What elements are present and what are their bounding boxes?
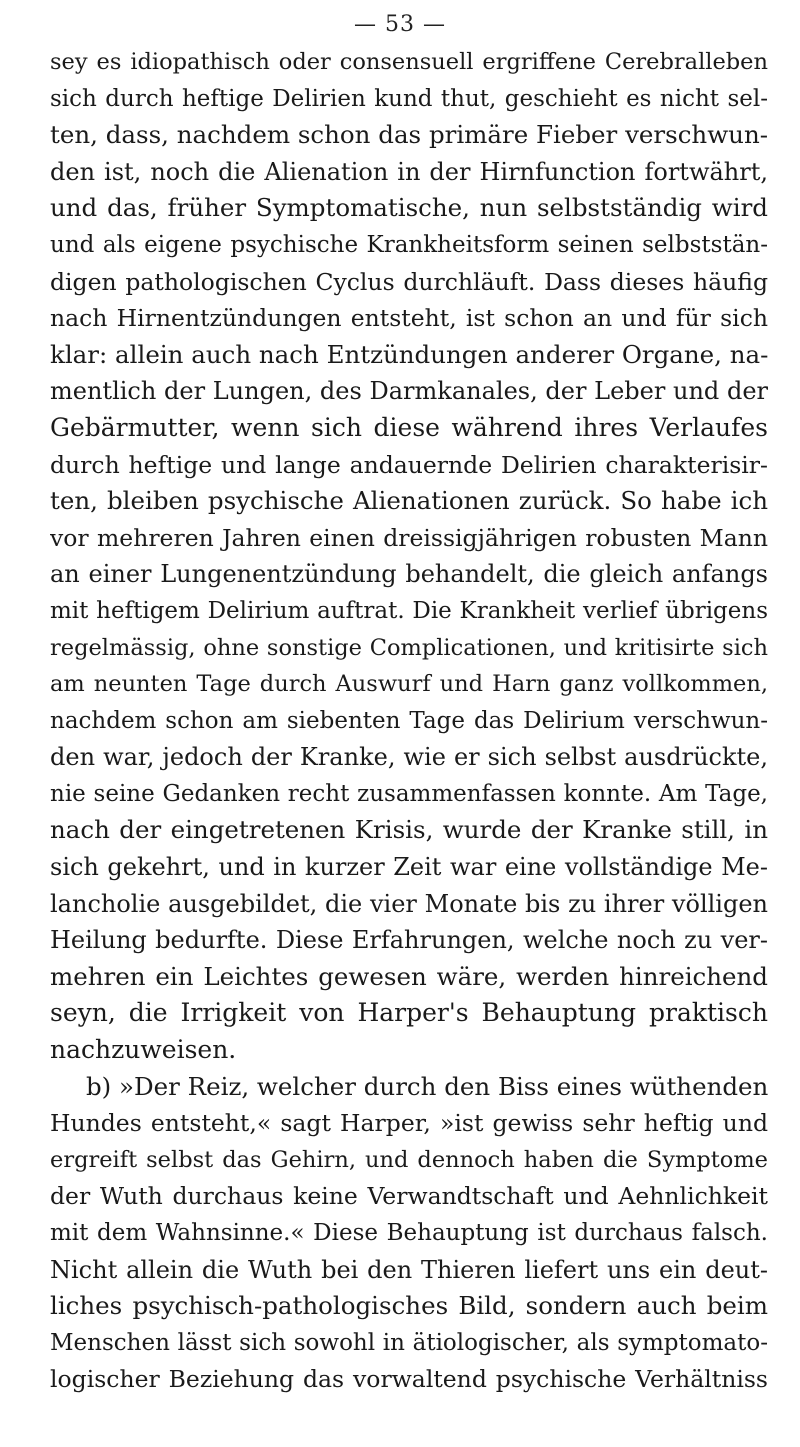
text-line: der Wuth durchaus keine Verwandtschaft und Aehnlichkeit <box>50 1182 768 1211</box>
text-line: und als eigene psychische Krankheitsform seinen selbststän- <box>50 231 768 258</box>
page-number: — 53 — <box>354 12 446 37</box>
text-line: sich gekehrt, und in kurzer Zeit war eine vollständige Me- <box>50 853 768 882</box>
text-line: ten, bleiben psychische Alienationen zurück. So habe ich <box>50 486 768 516</box>
text-line: ten, dass, nachdem schon das primäre Fieber verschwun- <box>50 120 768 150</box>
text-line: nie seine Gedanken recht zusammenfassen konnte. Am Tage, <box>50 780 768 807</box>
text-line: an einer Lungenentzündung behandelt, die gleich anfangs <box>50 560 768 589</box>
text-line: Gebärmutter, wenn sich diese während ihres Verlaufes <box>50 412 768 442</box>
text-line: logischer Beziehung das vorwaltend psychische Verhältniss <box>50 1365 768 1394</box>
text-line: Hundes entsteht,« sagt Harper, »ist gewiss sehr heftig und <box>50 1109 768 1138</box>
text-line: Menschen lässt sich sowohl in ätiologischer, als symptomato- <box>50 1329 768 1356</box>
text-line: liches psychisch-pathologisches Bild, sondern auch beim <box>50 1291 768 1321</box>
text-line: mit heftigem Delirium auftrat. Die Krankheit verlief übrigens <box>50 597 768 624</box>
text-line: nachdem schon am siebenten Tage das Delirium verschwun- <box>50 707 768 734</box>
body-text <box>50 44 768 1398</box>
text-line: nachzuweisen. <box>50 1035 237 1065</box>
text-line: mentlich der Lungen, des Darmkanales, der Leber und der <box>50 377 768 406</box>
text-line: seyn, die Irrigkeit von Harper's Behauptung praktisch <box>50 998 768 1028</box>
text-line: vor mehreren Jahren einen dreissigjährigen robusten Mann <box>50 523 768 552</box>
text-line: und das, früher Symptomatische, nun selbstständig wird <box>50 193 768 223</box>
text-line: mehren ein Leichtes gewesen wäre, werden hinreichend <box>50 961 768 991</box>
text-line: regelmässig, ohne sonstige Complicationen, und kritisirte sich <box>50 634 768 661</box>
text-line: digen pathologischen Cyclus durchläuft. Dass dieses häufig <box>50 267 768 296</box>
text-line: den ist, noch die Alienation in der Hirnfunction fortwährt, <box>50 157 768 186</box>
text-line: sich durch heftige Delirien kund thut, geschieht es nicht sel- <box>50 85 768 112</box>
text-line: ergreift selbst das Gehirn, und dennoch haben die Symptome <box>50 1146 768 1173</box>
text-line: sey es idiopathisch oder consensuell ergriffene Cerebralleben <box>50 49 768 75</box>
text-line: nach Hirnentzündungen entsteht, ist schon an und für sich <box>50 304 768 333</box>
text-line: den war, jedoch der Kranke, wie er sich selbst ausdrückte, <box>50 743 768 772</box>
text-line: Heilung bedurfte. Diese Erfahrungen, welche noch zu ver- <box>50 926 768 955</box>
text-line: am neunten Tage durch Auswurf und Harn ganz vollkommen, <box>50 671 768 698</box>
text-line: klar: allein auch nach Entzündungen anderer Organe, na- <box>50 339 768 369</box>
text-line: durch heftige und lange andauernde Delirien charakterisir- <box>50 450 768 479</box>
text-line: lancholie ausgebildet, die vier Monate bis zu ihrer völligen <box>50 889 768 918</box>
text-line: Nicht allein die Wuth bei den Thieren liefert uns ein deut- <box>50 1255 768 1284</box>
text-line: b) »Der Reiz, welcher durch den Biss eines wüthenden <box>86 1071 768 1101</box>
text-line: mit dem Wahnsinne.« Diese Behauptung ist durchaus falsch. <box>50 1220 768 1246</box>
text-line: nach der eingetretenen Krisis, wurde der Kranke still, in <box>50 815 768 845</box>
